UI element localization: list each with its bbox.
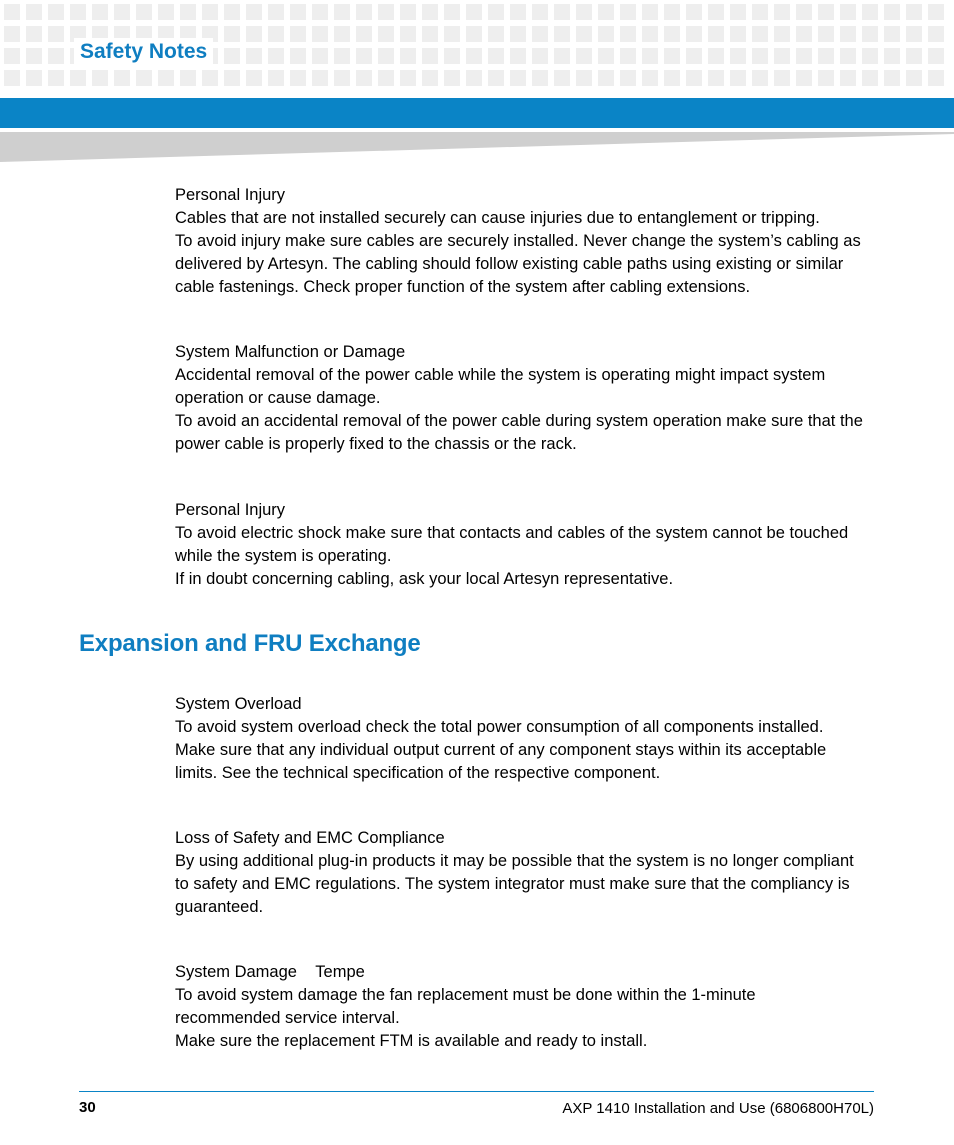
header-tile xyxy=(796,48,812,64)
notice-text-line: Accidental removal of the power cable while the system is operating might impact system xyxy=(175,366,826,384)
header-tile xyxy=(862,26,878,42)
header-tile xyxy=(136,70,152,86)
header-tile xyxy=(378,70,394,86)
notice-title: System Malfunction or Damage xyxy=(175,343,406,361)
header-tile xyxy=(510,4,526,20)
header-tile xyxy=(840,4,856,20)
header-tile xyxy=(26,48,42,64)
notice-text-line: cable fastenings. Check proper function of the system after cabling extensions. xyxy=(175,278,751,296)
header-tile xyxy=(290,48,306,64)
header-tile xyxy=(356,4,372,20)
header-tile xyxy=(554,70,570,86)
header-tile xyxy=(334,70,350,86)
header-tile xyxy=(598,48,614,64)
header-tile xyxy=(488,4,504,20)
header-tile xyxy=(444,26,460,42)
header-tile xyxy=(290,26,306,42)
header-tile xyxy=(26,70,42,86)
header-tile xyxy=(664,70,680,86)
header-tile xyxy=(686,26,702,42)
header-tile xyxy=(466,4,482,20)
header-tile xyxy=(554,26,570,42)
header-tile xyxy=(400,48,416,64)
header-tile xyxy=(686,70,702,86)
header-tile xyxy=(862,4,878,20)
header-tile xyxy=(224,4,240,20)
header-tile xyxy=(642,70,658,86)
header-tile xyxy=(730,4,746,20)
header-tile xyxy=(554,4,570,20)
header-tile xyxy=(576,48,592,64)
header-tile xyxy=(752,26,768,42)
header-tile xyxy=(774,48,790,64)
header-tile xyxy=(180,70,196,86)
header-tile xyxy=(4,70,20,86)
header-tile xyxy=(312,48,328,64)
header-tile xyxy=(312,26,328,42)
header-tile xyxy=(532,4,548,20)
notice-text-line: If in doubt concerning cabling, ask your local Artesyn representative. xyxy=(175,570,674,588)
header-tile xyxy=(928,70,944,86)
header-tile xyxy=(422,48,438,64)
header-tile xyxy=(906,70,922,86)
header-tile xyxy=(752,4,768,20)
header-tile xyxy=(642,26,658,42)
notice-system-overload xyxy=(175,693,880,785)
header-tile xyxy=(356,70,372,86)
document-title: AXP 1410 Installation and Use (6806800H70L) xyxy=(562,1100,874,1117)
header-tile xyxy=(224,70,240,86)
header-tile xyxy=(4,26,20,42)
header-tile xyxy=(422,4,438,20)
header-tile xyxy=(532,48,548,64)
header-tile xyxy=(642,4,658,20)
notice-text-line: To avoid an accidental removal of the power cable during system operation make sure that the xyxy=(175,412,863,430)
header-tile xyxy=(466,70,482,86)
notice-text-line: Make sure that any individual output current of any component stays within its acceptable xyxy=(175,741,827,759)
notice-emc-compliance xyxy=(175,827,880,919)
header-tile xyxy=(158,70,174,86)
header-tile xyxy=(4,4,20,20)
header-tile xyxy=(620,48,636,64)
header-tile xyxy=(818,70,834,86)
header-tile xyxy=(510,26,526,42)
header-tile xyxy=(422,26,438,42)
header-tile xyxy=(246,4,262,20)
header-tile xyxy=(202,70,218,86)
header-tile xyxy=(510,48,526,64)
header-tile xyxy=(466,48,482,64)
header-tile xyxy=(620,26,636,42)
header-tile xyxy=(620,4,636,20)
header-tile xyxy=(576,26,592,42)
header-tile xyxy=(840,70,856,86)
header-tile xyxy=(708,4,724,20)
header-tile xyxy=(576,4,592,20)
header-tile xyxy=(246,70,262,86)
header-tile xyxy=(884,26,900,42)
section-heading: Expansion and FRU Exchange xyxy=(79,630,421,657)
footer-rule xyxy=(79,1091,874,1092)
header-tile xyxy=(818,4,834,20)
header-tile xyxy=(378,48,394,64)
notice-personal-injury-cabling xyxy=(175,184,880,299)
header-tile xyxy=(686,4,702,20)
header-tile xyxy=(796,70,812,86)
header-tile xyxy=(290,70,306,86)
header-tile xyxy=(664,26,680,42)
notice-text-line: limits. See the technical specification of the respective component. xyxy=(175,764,661,782)
notice-title: Personal Injury xyxy=(175,186,286,204)
header-tile xyxy=(444,70,460,86)
page-number: 30 xyxy=(79,1099,96,1116)
header-tile xyxy=(884,70,900,86)
header-tile xyxy=(48,26,64,42)
header-tile xyxy=(730,48,746,64)
header-tile xyxy=(136,4,152,20)
header-tile xyxy=(862,48,878,64)
notice-text-line: power cable is properly fixed to the chassis or the rack. xyxy=(175,435,577,453)
header-tile xyxy=(114,70,130,86)
header-tile xyxy=(598,70,614,86)
header-tile xyxy=(312,4,328,20)
header-tile xyxy=(400,26,416,42)
header-tile xyxy=(774,4,790,20)
header-tile xyxy=(488,26,504,42)
header-tile xyxy=(356,26,372,42)
notice-text-line: To avoid system overload check the total power consumption of all components installed. xyxy=(175,718,824,736)
header-blue-band xyxy=(0,98,954,128)
header-tile xyxy=(224,26,240,42)
header-tile xyxy=(92,70,108,86)
header-tile xyxy=(378,26,394,42)
header-tile xyxy=(48,48,64,64)
header-tile xyxy=(92,4,108,20)
header-tile xyxy=(840,48,856,64)
header-tile xyxy=(730,70,746,86)
header-tile xyxy=(70,70,86,86)
header-tile xyxy=(774,70,790,86)
notice-text-line: to safety and EMC regulations. The system integrator must make sure that the compliancy is xyxy=(175,875,850,893)
header-tile xyxy=(906,26,922,42)
header-tile xyxy=(884,4,900,20)
header-tile xyxy=(202,4,218,20)
header-tile xyxy=(774,26,790,42)
header-tile xyxy=(444,4,460,20)
header-tile xyxy=(928,4,944,20)
header-tile xyxy=(532,70,548,86)
header-tile xyxy=(686,48,702,64)
header-tile xyxy=(48,70,64,86)
header-tile xyxy=(334,26,350,42)
notice-text-line: while the system is operating. xyxy=(175,547,392,565)
notice-personal-injury-shock xyxy=(175,499,880,591)
header-tile xyxy=(752,70,768,86)
header-tile xyxy=(224,48,240,64)
notice-text-line: recommended service interval. xyxy=(175,1009,400,1027)
notice-title: Personal Injury xyxy=(175,501,286,519)
header-tile xyxy=(70,4,86,20)
header-tile xyxy=(180,4,196,20)
header-tile xyxy=(268,48,284,64)
notice-text-line: By using additional plug-in products it may be possible that the system is no longer compliant xyxy=(175,852,854,870)
header-tile xyxy=(510,70,526,86)
notice-text-line: To avoid injury make sure cables are securely installed. Never change the system’s cabling as xyxy=(175,232,861,250)
header-tile xyxy=(752,48,768,64)
header-tile xyxy=(796,4,812,20)
header-tile xyxy=(532,26,548,42)
header-tile xyxy=(290,4,306,20)
header-tile xyxy=(928,26,944,42)
header-tile xyxy=(444,48,460,64)
header-tile xyxy=(906,4,922,20)
notice-text-line: To avoid electric shock make sure that contacts and cables of the system cannot be touched xyxy=(175,524,849,542)
header-tile xyxy=(862,70,878,86)
header-tile xyxy=(246,26,262,42)
header-tile xyxy=(246,48,262,64)
header-tile xyxy=(466,26,482,42)
header-tile xyxy=(334,4,350,20)
notice-text-line: delivered by Artesyn. The cabling should follow existing cable paths using existing or similar xyxy=(175,255,844,273)
notice-text-line: To avoid system damage the fan replacement must be done within the 1-minute xyxy=(175,986,756,1004)
header-gray-wedge xyxy=(0,132,954,164)
header-tile xyxy=(48,4,64,20)
notice-title: System Damage Tempe xyxy=(175,963,365,981)
header-tile xyxy=(620,70,636,86)
header-tile xyxy=(268,4,284,20)
header-tile xyxy=(400,70,416,86)
header-tile xyxy=(400,4,416,20)
header-tile xyxy=(26,26,42,42)
header-tile xyxy=(928,48,944,64)
header-tile xyxy=(664,4,680,20)
header-tile xyxy=(488,48,504,64)
header-tile xyxy=(730,26,746,42)
notice-text-line: guaranteed. xyxy=(175,898,264,916)
header-tile xyxy=(114,4,130,20)
header-tile xyxy=(268,26,284,42)
header-tile xyxy=(422,70,438,86)
section-header-title: Safety Notes xyxy=(74,38,213,66)
header-tile xyxy=(664,48,680,64)
header-tile xyxy=(818,26,834,42)
header-tile xyxy=(708,70,724,86)
header-tile xyxy=(906,48,922,64)
header-tile xyxy=(884,48,900,64)
notice-text-line: Make sure the replacement FTM is available and ready to install. xyxy=(175,1032,648,1050)
header-tile xyxy=(576,70,592,86)
header-tile xyxy=(4,48,20,64)
header-tile xyxy=(554,48,570,64)
header-tile xyxy=(642,48,658,64)
notice-text-line: operation or cause damage. xyxy=(175,389,381,407)
header-tile xyxy=(268,70,284,86)
header-tile xyxy=(796,26,812,42)
header-tile xyxy=(488,70,504,86)
header-tile xyxy=(26,4,42,20)
notice-title: System Overload xyxy=(175,695,302,713)
notice-system-damage xyxy=(175,961,880,1053)
header-tile xyxy=(708,48,724,64)
header-tile xyxy=(598,4,614,20)
header-tile xyxy=(356,48,372,64)
header-tile xyxy=(598,26,614,42)
notice-text-line: Cables that are not installed securely can cause injuries due to entanglement or tripping. xyxy=(175,209,820,227)
header-tile xyxy=(312,70,328,86)
header-tile xyxy=(818,48,834,64)
header-tile xyxy=(708,26,724,42)
notice-title: Loss of Safety and EMC Compliance xyxy=(175,829,445,847)
header-tile xyxy=(378,4,394,20)
header-tile xyxy=(334,48,350,64)
header-tile xyxy=(158,4,174,20)
header-tile xyxy=(840,26,856,42)
notice-system-malfunction xyxy=(175,341,880,456)
